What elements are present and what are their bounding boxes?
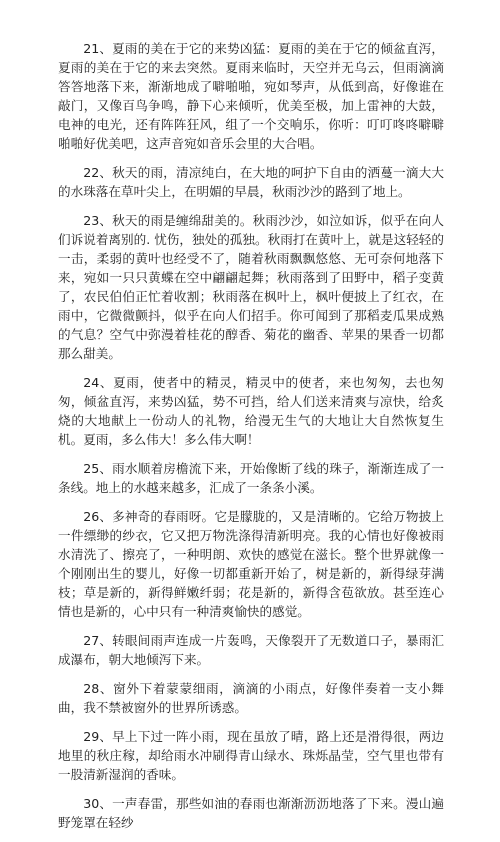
paragraph-26: 26、多神奇的春雨呀。它是朦胧的，又是清晰的。它给万物披上一件缥缈的纱衣，它又把万物洗涤得清新明亮。我的心情也好像被雨水清洗了、擦亮了，一种明朗、欢快的感觉在滋长。整个世界就像一个刚刚出生的婴儿，好像一切都重新开始了，树是新的，新得绿芽满枝；草是新的，新得鲜嫩纤弱；花是新的，新得含苞欲放。甚至连心情也是新的，心中只有一种清爽愉快的感觉。 [58,509,444,619]
paragraph-25: 25、雨水顺着房檐流下来，开始像断了线的珠子，渐渐连成了一条线。地上的水越来越多，汇成了一条条小溪。 [58,461,444,495]
paragraph-30: 30、一声春雷，那些如油的春雨也渐渐沥沥地落了下来。漫山遍野笼罩在轻纱 [58,796,444,830]
article-body [58,39,444,842]
paragraph-23: 23、秋天的雨是缠绵甜美的。秋雨沙沙，如泣如诉，似乎在向人们诉说着离别的. 忧伤，独处的孤独。秋雨打在黄叶上，就是这轻轻的一击，柔弱的黄叶也经受不了，随着秋雨飘飘悠悠、无可奈何地落下来，宛如一只只黄蝶在空中翩翩起舞；秋雨落到了田野中，稻子变黄了，农民伯伯正忙着收割；秋雨落在枫叶上，枫叶便披上了红衣，在雨中，它微微颤抖，似乎在向人们招手。你可闻到了那稻麦瓜果成熟的气息？空气中弥漫着桂花的醇香、菊花的幽香、苹果的果香一切都那么甜美。 [58,213,444,361]
paragraph-21: 21、夏雨的美在于它的来势凶猛：夏雨的美在于它的倾盆直泻，夏雨的美在于它的来去突然。夏雨来临时，天空并无乌云，但雨滴滴答答地落下来，渐渐地成了噼啪啪，宛如琴声，从低到高，好像谁在敲门，又像百鸟争鸣，静下心来倾听，优美至极，加上雷神的大鼓，电神的电光，还有阵阵狂风，组了一个交响乐，你听：叮叮咚咚噼噼啪啪好优美吧，这声音宛如音乐会里的大合唱。 [58,41,444,151]
paragraph-29: 29、早上下过一阵小雨，现在虽放了晴，路上还是滑得很，两边地里的秋庄稼，却给雨水冲刷得青山绿水、珠烁晶莹，空气里也带有一股清新湿润的香味。 [58,729,444,782]
paragraph-27: 27、转眼间雨声连成一片轰鸣，天像裂开了无数道口子，暴雨汇成瀑布，朝大地倾泻下来。 [58,633,444,667]
paragraph-22: 22、秋天的雨，清凉纯白，在大地的呵护下自由的洒蔓一滴大大的水珠落在草叶尖上，在明媚的早晨，秋雨沙沙的路到了地上。 [58,165,444,199]
paragraph-24: 24、夏雨，使者中的精灵，精灵中的使者，来也匆匆，去也匆匆，倾盆直泻，来势凶猛，势不可挡，给人们送来清爽与凉快，给炙烧的大地献上一份动人的礼物，给漫无生气的大地让大自然恢复生机。夏雨，多么伟大！多么伟大啊！ [58,375,444,447]
paragraph-28: 28、窗外下着蒙蒙细雨，滴滴的小雨点，好像伴奏着一支小舞曲，我不禁被窗外的世界所诱惑。 [58,681,444,715]
